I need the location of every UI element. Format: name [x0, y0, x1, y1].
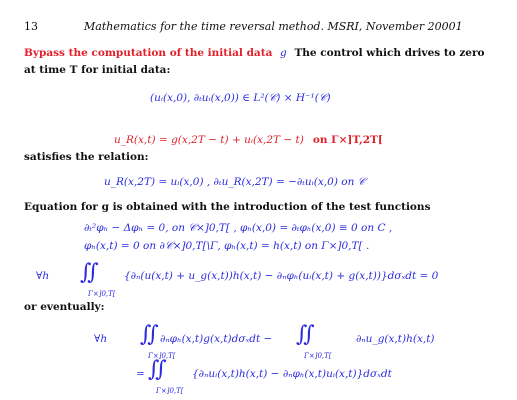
equation-final-term-2: ∂ₙu_g(x,t)h(x,t): [356, 333, 435, 345]
integral-domain-label: Γ×]0,T[: [304, 352, 332, 360]
or-eventually-label: or eventually:: [24, 301, 105, 313]
equation-initial-data: (uᵢ(x,0), ∂ₜuᵢ(x,0)) ∈ L²(𝒞) × H⁻¹(𝒞): [150, 92, 331, 104]
equation-ur-domain: on Γ×]T,2T[: [312, 134, 383, 146]
intro-rest-text: The control which drives to zero: [294, 47, 485, 59]
intro-variable-g: g: [280, 47, 287, 59]
double-integral-icon: ∬: [140, 322, 159, 347]
equation-ur-body: u_R(x,t) = g(x,2T − t) + uᵢ(x,2T − t): [114, 134, 304, 146]
intro-line-1: [24, 47, 485, 59]
equation-final-term-3: {∂ₙuᵢ(x,t)h(x,t) − ∂ₙφₕ(x,t)uᵢ(x,t)}dσₓdt: [192, 368, 392, 380]
equation-final-forall: ∀h: [94, 333, 108, 345]
integral-domain-label: Γ×]0,T[: [88, 290, 116, 298]
intro-line-2: at time T for initial data:: [24, 64, 171, 76]
satisfies-label: satisfies the relation:: [24, 151, 149, 163]
double-integral-icon: ∬: [148, 357, 167, 382]
equation-final-term-1: ∂ₙφₕ(x,t)g(x,t)dσₓdt −: [160, 333, 273, 345]
integral-domain-label: Γ×]0,T[: [156, 387, 184, 395]
equation-integral-body: {∂ₙ(u(x,t) + u_g(x,t))h(x,t) − ∂ₙφₕ(uᵢ(x,t) + g(x,t))}dσₓdt = 0: [124, 270, 439, 282]
equation-relation: u_R(x,2T) = uᵢ(x,0) , ∂ₜu_R(x,2T) = −∂ₜuᵢ(x,0) on 𝒞: [104, 176, 366, 188]
equation-test-functions-1: ∂ₜ²φₕ − Δφₕ = 0, on 𝒞×]0,T[ , φₕ(x,0) = ∂ₜφₕ(x,0) ≡ 0 on C ,: [84, 222, 393, 234]
double-integral-icon: ∬: [80, 260, 99, 285]
intro-red-text: Bypass the computation of the initial data: [24, 47, 273, 59]
equation-for-g-label: Equation for g is obtained with the introduction of the test functions: [24, 201, 431, 213]
equation-ur-definition: [114, 128, 383, 147]
slide-header-title: Mathematics for the time reversal method. MSRI, November 20001: [84, 20, 463, 33]
equation-final-equals: =: [136, 368, 145, 380]
integral-domain-label: Γ×]0,T[: [148, 352, 176, 360]
equation-integral-forall: ∀h: [36, 270, 50, 282]
page-number: 13: [24, 20, 38, 33]
double-integral-icon: ∬: [296, 322, 315, 347]
equation-test-functions-2: φₕ(x,t) = 0 on ∂𝒞×]0,T[\Γ, φₕ(x,t) = h(x,t) on Γ×]0,T[ .: [84, 240, 370, 252]
